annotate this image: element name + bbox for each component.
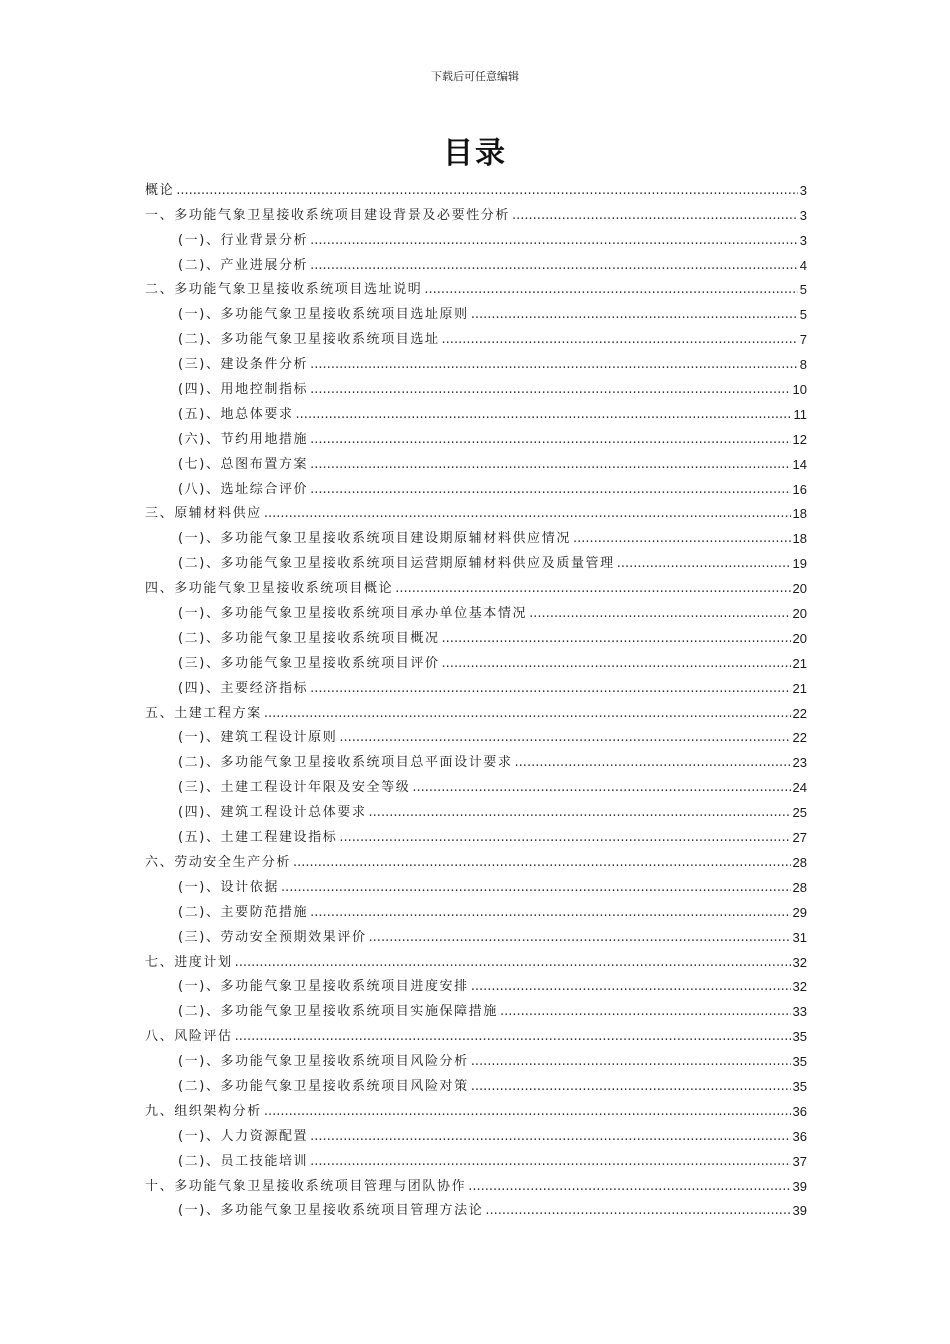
toc-page-number: 16 xyxy=(792,481,807,497)
toc-entry-title: (二)、多功能气象卫星接收系统项目实施保障措施 xyxy=(178,1004,498,1020)
toc-page-number: 39 xyxy=(792,1178,807,1194)
toc-page-number: 37 xyxy=(792,1153,807,1169)
toc-chapter-entry[interactable] xyxy=(145,498,807,523)
toc-dot-leader xyxy=(515,754,791,771)
toc-entry-title: (一)、设计依据 xyxy=(178,879,279,895)
toc-dot-leader xyxy=(369,929,791,946)
toc-dot-leader xyxy=(310,431,790,448)
toc-section-entry[interactable] xyxy=(145,1195,807,1220)
toc-page-number: 12 xyxy=(792,431,807,447)
toc-entry-title: (一)、多功能气象卫星接收系统项目建设期原辅材料供应情况 xyxy=(178,531,571,547)
toc-dot-leader xyxy=(310,1153,790,1170)
toc-dot-leader xyxy=(264,1103,791,1120)
toc-dot-leader xyxy=(310,381,790,398)
toc-page-number: 29 xyxy=(792,904,807,920)
toc-page-number: 18 xyxy=(792,506,807,522)
toc-section-entry[interactable] xyxy=(145,597,807,622)
toc-page-number: 14 xyxy=(792,456,807,472)
toc-dot-leader xyxy=(310,257,798,274)
toc-section-entry[interactable] xyxy=(145,995,807,1020)
toc-dot-leader xyxy=(264,705,791,722)
toc-page-number: 36 xyxy=(792,1103,807,1119)
toc-dot-leader xyxy=(573,530,791,547)
toc-section-entry[interactable] xyxy=(145,547,807,572)
toc-section-entry[interactable] xyxy=(145,821,807,846)
toc-dot-leader xyxy=(412,779,790,796)
toc-entry-title: (三)、土建工程设计年限及安全等级 xyxy=(178,780,411,796)
toc-page-number: 5 xyxy=(799,282,807,298)
toc-entry-title: (一)、行业背景分析 xyxy=(178,232,309,248)
toc-section-entry[interactable] xyxy=(145,522,807,547)
toc-dot-leader xyxy=(235,1028,791,1045)
toc-dot-leader xyxy=(529,605,790,622)
toc-entry-title: (七)、总图布置方案 xyxy=(178,456,309,472)
toc-section-entry[interactable] xyxy=(145,672,807,697)
toc-section-entry[interactable] xyxy=(145,647,807,672)
toc-dot-leader xyxy=(471,306,798,323)
toc-entry-title: (一)、多功能气象卫星接收系统项目选址原则 xyxy=(178,307,469,323)
toc-section-entry[interactable] xyxy=(145,1145,807,1170)
toc-chapter-entry[interactable] xyxy=(145,946,807,971)
toc-page-number: 8 xyxy=(799,357,807,373)
toc-entry-title: (四)、建筑工程设计总体要求 xyxy=(178,805,367,821)
toc-dot-leader xyxy=(471,1078,791,1095)
toc-section-entry[interactable] xyxy=(145,373,807,398)
toc-chapter-entry[interactable] xyxy=(145,846,807,871)
toc-dot-leader xyxy=(310,356,798,373)
header-note: 下载后可任意编辑 xyxy=(431,70,519,83)
toc-section-entry[interactable] xyxy=(145,323,807,348)
toc-dot-leader xyxy=(296,406,792,423)
toc-entry-title: (三)、多功能气象卫星接收系统项目评价 xyxy=(178,655,440,671)
toc-dot-leader xyxy=(442,331,798,348)
toc-section-entry[interactable] xyxy=(145,771,807,796)
toc-chapter-entry[interactable] xyxy=(145,274,807,299)
toc-page-number: 7 xyxy=(799,332,807,348)
toc-dot-leader xyxy=(471,1053,791,1070)
toc-page-number: 35 xyxy=(792,1054,807,1070)
toc-page-number: 22 xyxy=(792,705,807,721)
toc-page-number: 33 xyxy=(792,1004,807,1020)
toc-page-number: 27 xyxy=(792,830,807,846)
toc-entry-title: (一)、多功能气象卫星接收系统项目风险分析 xyxy=(178,1054,469,1070)
toc-entry-title: (二)、多功能气象卫星接收系统项目概况 xyxy=(178,630,440,646)
toc-chapter-entry[interactable] xyxy=(145,572,807,597)
toc-page-number: 32 xyxy=(792,954,807,970)
toc-entry-title: (八)、选址综合评价 xyxy=(178,481,309,497)
toc-page-number: 28 xyxy=(792,854,807,870)
toc-dot-leader xyxy=(310,680,790,697)
toc-page-number: 4 xyxy=(799,257,807,273)
toc-dot-leader xyxy=(310,481,790,498)
toc-entry-title: 四、多功能气象卫星接收系统项目概论 xyxy=(145,581,394,597)
toc-page-number: 20 xyxy=(792,606,807,622)
toc-section-entry[interactable] xyxy=(145,398,807,423)
toc-entry-title: 五、土建工程方案 xyxy=(145,705,262,721)
toc-entry-title: (三)、劳动安全预期效果评价 xyxy=(178,929,367,945)
toc-dot-leader xyxy=(485,1202,790,1219)
toc-section-entry[interactable] xyxy=(145,448,807,473)
toc-page-number: 20 xyxy=(792,581,807,597)
toc-page-number: 24 xyxy=(792,780,807,796)
toc-chapter-entry[interactable] xyxy=(145,697,807,722)
toc-page-number: 5 xyxy=(799,307,807,323)
toc-page-number: 21 xyxy=(792,655,807,671)
toc-entry-title: 一、多功能气象卫星接收系统项目建设背景及必要性分析 xyxy=(145,207,511,223)
toc-dot-leader xyxy=(471,978,791,995)
toc-page-number: 21 xyxy=(792,680,807,696)
toc-dot-leader xyxy=(176,182,798,199)
toc-section-entry[interactable] xyxy=(145,249,807,274)
toc-section-entry[interactable] xyxy=(145,423,807,448)
toc-entry-title: (二)、多功能气象卫星接收系统项目选址 xyxy=(178,332,440,348)
toc-entry-title: 七、进度计划 xyxy=(145,954,233,970)
toc-section-entry[interactable] xyxy=(145,971,807,996)
toc-entry-title: (一)、多功能气象卫星接收系统项目管理方法论 xyxy=(178,1203,484,1219)
toc-entry-title: (一)、人力资源配置 xyxy=(178,1128,309,1144)
toc-entry-title: 二、多功能气象卫星接收系统项目选址说明 xyxy=(145,282,423,298)
toc-entry-title: 概论 xyxy=(145,182,175,198)
toc-title: 目录 xyxy=(443,136,507,171)
toc-dot-leader xyxy=(310,904,790,921)
toc-dot-leader xyxy=(235,954,791,971)
toc-section-entry[interactable] xyxy=(145,1120,807,1145)
toc-page-number: 32 xyxy=(792,979,807,995)
toc-page-number: 36 xyxy=(792,1128,807,1144)
toc-page-number: 22 xyxy=(792,730,807,746)
toc-entry-title: (五)、土建工程建设指标 xyxy=(178,830,338,846)
toc-page-number: 35 xyxy=(792,1078,807,1094)
toc-section-entry[interactable] xyxy=(145,722,807,747)
toc-dot-leader xyxy=(339,729,790,746)
toc-section-entry[interactable] xyxy=(145,796,807,821)
toc-entry-title: (二)、多功能气象卫星接收系统项目总平面设计要求 xyxy=(178,755,513,771)
toc-dot-leader xyxy=(281,879,791,896)
toc-entry-title: 三、原辅材料供应 xyxy=(145,506,262,522)
toc-entry-title: (四)、主要经济指标 xyxy=(178,680,309,696)
toc-entry-title: (二)、员工技能培训 xyxy=(178,1153,309,1169)
toc-section-entry[interactable] xyxy=(145,348,807,373)
toc-entry-title: 九、组织架构分析 xyxy=(145,1103,262,1119)
toc-dot-leader xyxy=(339,829,790,846)
toc-page-number: 35 xyxy=(792,1029,807,1045)
toc-page-number: 18 xyxy=(792,531,807,547)
toc-dot-leader xyxy=(617,555,791,572)
toc-entry-title: (二)、主要防范措施 xyxy=(178,904,309,920)
toc-chapter-entry[interactable] xyxy=(145,1020,807,1045)
toc-chapter-entry[interactable] xyxy=(145,1095,807,1120)
toc-page-number: 19 xyxy=(792,556,807,572)
toc-dot-leader xyxy=(369,804,791,821)
toc-entry-title: (一)、建筑工程设计原则 xyxy=(178,730,338,746)
toc-section-entry[interactable] xyxy=(145,1045,807,1070)
toc-section-entry[interactable] xyxy=(145,298,807,323)
toc-section-entry[interactable] xyxy=(145,1070,807,1095)
toc-dot-leader xyxy=(468,1178,790,1195)
toc-entry-title: 八、风险评估 xyxy=(145,1029,233,1045)
toc-dot-leader xyxy=(264,505,791,522)
toc-section-entry[interactable] xyxy=(145,224,807,249)
toc-dot-leader xyxy=(310,232,798,249)
toc-entry-title: (四)、用地控制指标 xyxy=(178,382,309,398)
toc-section-entry[interactable] xyxy=(145,473,807,498)
toc-dot-leader xyxy=(442,630,791,647)
toc-entry-title: (五)、地总体要求 xyxy=(178,406,294,422)
table-of-contents xyxy=(145,174,807,1219)
toc-page-number: 23 xyxy=(792,755,807,771)
toc-page-number: 3 xyxy=(799,182,807,198)
toc-entry-title: (六)、节约用地措施 xyxy=(178,431,309,447)
toc-entry-title: (三)、建设条件分析 xyxy=(178,357,309,373)
toc-dot-leader xyxy=(500,1003,791,1020)
toc-page-number: 3 xyxy=(799,207,807,223)
toc-section-entry[interactable] xyxy=(145,746,807,771)
toc-page-number: 31 xyxy=(792,929,807,945)
toc-chapter-entry[interactable] xyxy=(145,1170,807,1195)
toc-page-number: 10 xyxy=(792,382,807,398)
toc-dot-leader xyxy=(310,1128,790,1145)
toc-entry-title: (二)、多功能气象卫星接收系统项目运营期原辅材料供应及质量管理 xyxy=(178,556,615,572)
toc-section-entry[interactable] xyxy=(145,896,807,921)
toc-chapter-entry[interactable] xyxy=(145,199,807,224)
toc-chapter-entry[interactable] xyxy=(145,174,807,199)
toc-page-number: 39 xyxy=(792,1203,807,1219)
toc-section-entry[interactable] xyxy=(145,871,807,896)
toc-dot-leader xyxy=(310,456,790,473)
toc-entry-title: 六、劳动安全生产分析 xyxy=(145,854,292,870)
toc-section-entry[interactable] xyxy=(145,921,807,946)
toc-page-number: 28 xyxy=(792,879,807,895)
toc-page-number: 3 xyxy=(799,232,807,248)
toc-dot-leader xyxy=(293,854,791,871)
toc-page-number: 20 xyxy=(792,630,807,646)
toc-dot-leader xyxy=(442,655,791,672)
toc-dot-leader xyxy=(424,281,797,298)
toc-page-number: 11 xyxy=(793,406,807,422)
toc-page-number: 25 xyxy=(792,805,807,821)
toc-entry-title: 十、多功能气象卫星接收系统项目管理与团队协作 xyxy=(145,1178,467,1194)
toc-section-entry[interactable] xyxy=(145,622,807,647)
toc-entry-title: (一)、多功能气象卫星接收系统项目进度安排 xyxy=(178,979,469,995)
toc-dot-leader xyxy=(395,580,790,597)
toc-entry-title: (二)、产业进展分析 xyxy=(178,257,309,273)
toc-dot-leader xyxy=(512,207,798,224)
toc-entry-title: (一)、多功能气象卫星接收系统项目承办单位基本情况 xyxy=(178,606,528,622)
toc-entry-title: (二)、多功能气象卫星接收系统项目风险对策 xyxy=(178,1078,469,1094)
